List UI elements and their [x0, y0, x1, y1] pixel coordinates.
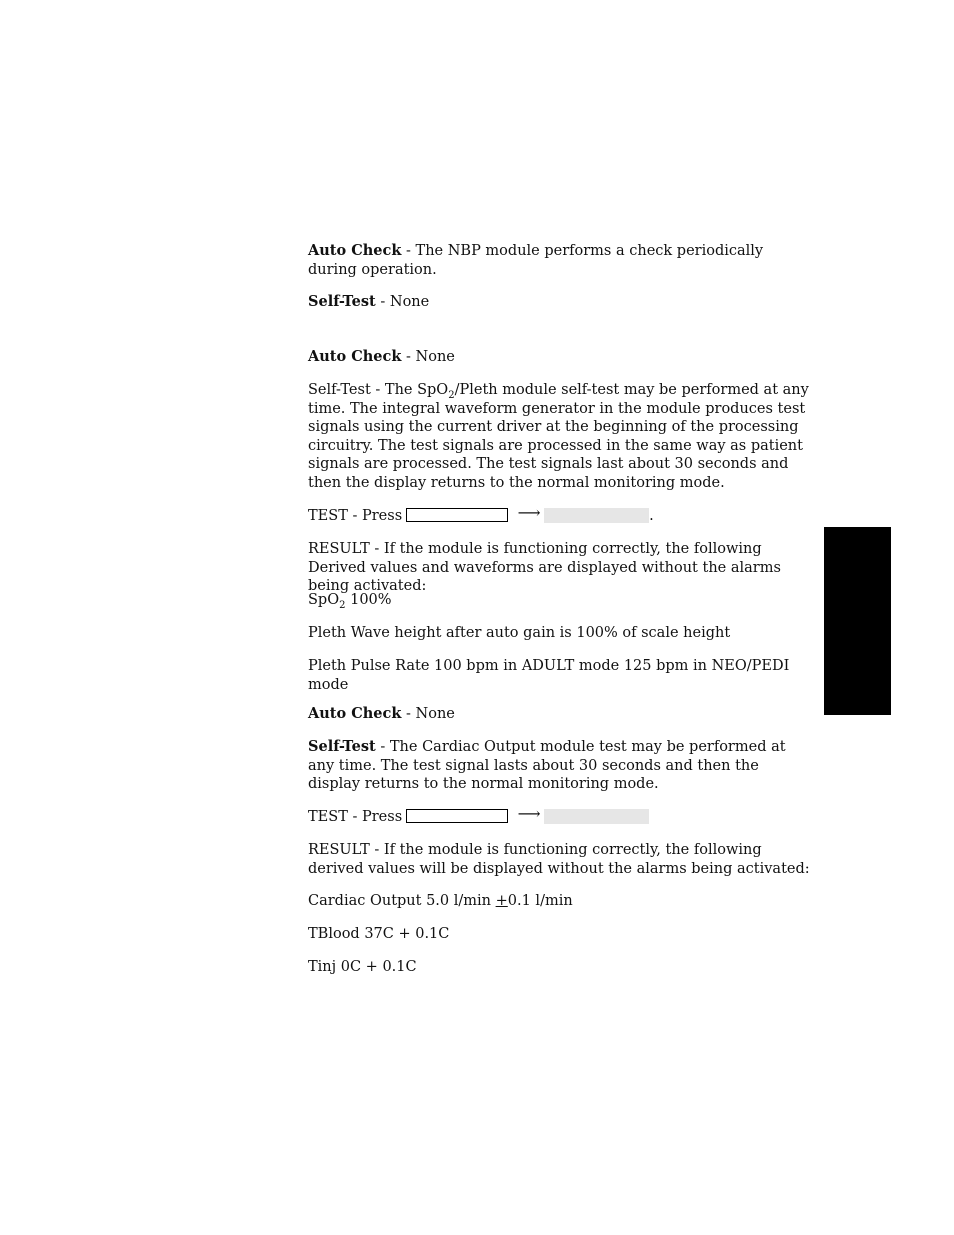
- co-auto-check-label: Auto Check: [308, 705, 402, 722]
- tinj-line: Tinj 0C + 0.1C: [308, 959, 417, 975]
- spo2-test-key-box: [406, 508, 508, 522]
- arrow-right-icon: ⟶: [517, 503, 541, 522]
- nbp-self-test-label: Self-Test: [308, 293, 376, 310]
- spo2-self-test-sub: 2: [448, 390, 455, 401]
- cardiac-output-suffix: 0.1 l/min: [507, 893, 573, 909]
- nbp-auto-check-label: Auto Check: [308, 242, 402, 259]
- spo2-auto-check-label: Auto Check: [308, 348, 402, 365]
- co-auto-check: [308, 705, 813, 724]
- co-test-label: TEST - Press: [308, 809, 403, 825]
- spo2-auto-check-text: - None: [401, 349, 455, 365]
- co-test-key-box: [406, 809, 508, 823]
- co-self-test-text: - The Cardiac Output module test may be performed at any time. The test signal lasts about 30 seconds and then the display returns to the normal monitoring mode.: [308, 739, 786, 793]
- nbp-self-test: [308, 293, 813, 312]
- spo2-self-test-prefix: Self-Test - The SpO: [308, 382, 449, 398]
- spo2-test-label: TEST - Press: [308, 508, 403, 524]
- co-test-softkey-shaded: [544, 809, 649, 824]
- nbp-self-test-text: - None: [375, 294, 430, 310]
- nbp-auto-check-text: - The NBP module performs a check periodically during operation.: [308, 243, 764, 278]
- spo2-result: RESULT - If the module is functioning correctly, the following Derived values and waveforms are displayed without the alarms being activated:: [308, 541, 781, 595]
- spo2-test-softkey-shaded: [544, 508, 649, 523]
- plus-minus-sign: +: [495, 893, 508, 909]
- tblood-line: TBlood 37C + 0.1C: [308, 926, 450, 942]
- spo2-auto-check: [308, 348, 813, 367]
- spo2-value-sub: 2: [339, 600, 346, 611]
- spo2-value-line: [308, 591, 813, 610]
- co-self-test-label: Self-Test: [308, 738, 376, 755]
- cardiac-output-line: [308, 892, 813, 911]
- pleth-wave-line: Pleth Wave height after auto gain is 100% of scale height: [308, 625, 731, 641]
- spo2-self-test-text: /Pleth module self-test may be performed at any time. The integral waveform generator in the module produces test signals using the current driver at the beginning of the processing circuitry. The test signals are processed in the same way as patient signals are processed. The test signals last about 30 seconds and then the display returns to the normal monitoring mode.: [308, 382, 809, 491]
- co-test-line: [308, 804, 813, 827]
- spo2-self-test: [308, 381, 813, 493]
- nbp-auto-check: [308, 242, 813, 279]
- co-auto-check-text: - None: [401, 706, 455, 722]
- cardiac-output-prefix: Cardiac Output 5.0 l/min: [308, 893, 496, 909]
- co-self-test: [308, 738, 813, 794]
- arrow-right-icon: ⟶: [517, 804, 541, 823]
- spo2-value-prefix: SpO: [308, 592, 340, 608]
- spo2-value: 100%: [345, 592, 392, 608]
- spo2-test-end: .: [649, 508, 654, 524]
- spo2-test-line: [308, 503, 813, 526]
- pleth-pulse-line: Pleth Pulse Rate 100 bpm in ADULT mode 125 bpm in NEO/PEDI mode: [308, 658, 790, 693]
- co-result: RESULT - If the module is functioning correctly, the following derived values will be displayed without the alarms being activated:: [308, 842, 810, 877]
- chapter-thumb-tab: [824, 527, 891, 715]
